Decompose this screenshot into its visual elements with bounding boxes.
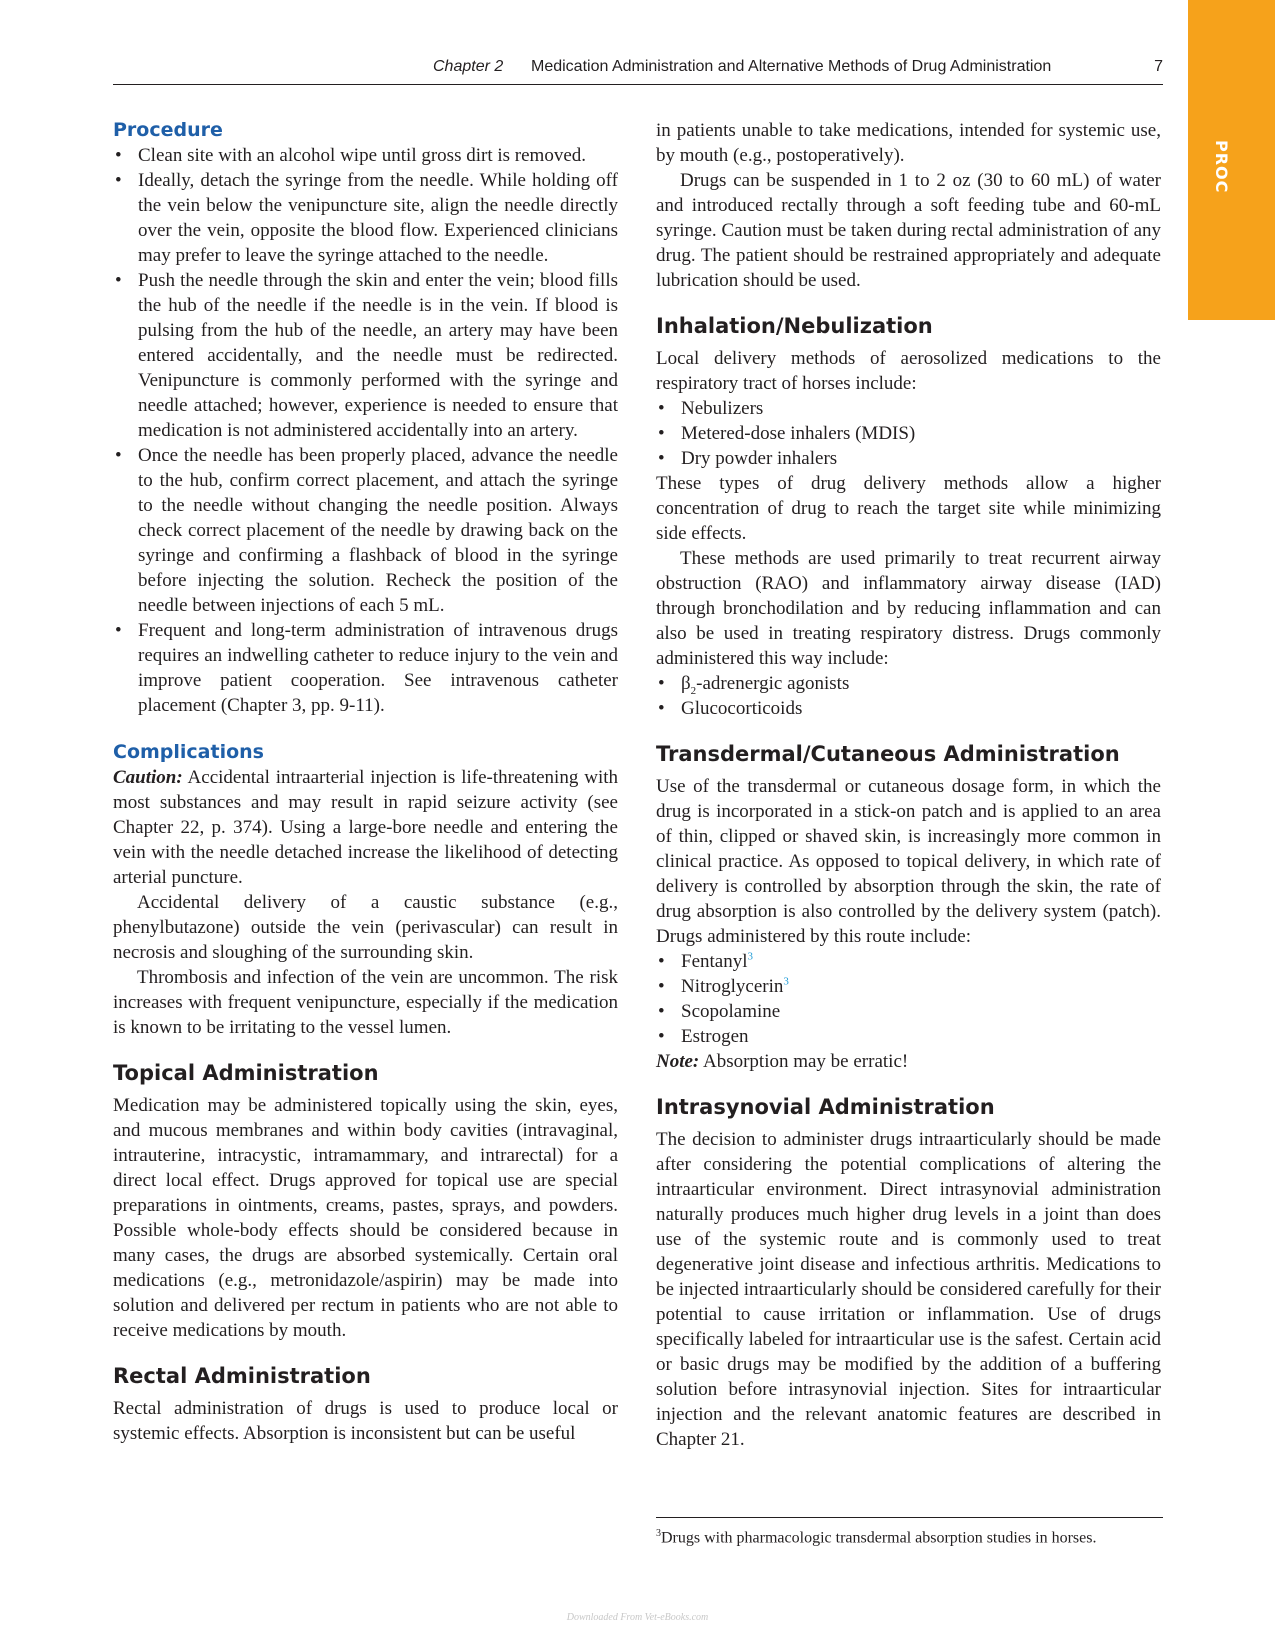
spacer — [113, 1040, 618, 1060]
note-label: Note: — [656, 1051, 700, 1072]
list-item-text: Nebulizers — [681, 398, 764, 419]
beta-symbol: β — [681, 673, 691, 694]
list-item — [656, 974, 1161, 999]
rectal-continuation: in patients unable to take medications, intended for systemic use, by mouth (e.g., postoperatively). — [656, 120, 1161, 166]
caution-text: Accidental intraarterial injection is life-threatening with most substances and may result in rapid seizure activity (see Chapter 22, p. 374). Using a large-bore needle and entering the vein with the needle detached increase the likelihood of detecting arterial puncture. — [113, 767, 618, 888]
list-item — [656, 1024, 1161, 1049]
list-item — [113, 143, 618, 168]
footnote — [656, 1524, 1096, 1548]
list-item-text: Nitroglycerin — [681, 976, 784, 997]
bullet-icon: • — [115, 170, 122, 191]
footnote-text: Drugs with pharmacologic transdermal absorption studies in horses. — [661, 1529, 1097, 1547]
rectal-paragraph: Rectal administration of drugs is used to produce local or systemic effects. Absorption is inconsistent but can be useful — [113, 1398, 618, 1444]
list-item-text: Clean site with an alcohol wipe until gross dirt is removed. — [138, 145, 587, 166]
list-item-text: Scopolamine — [681, 1001, 781, 1022]
list-item-text: Once the needle has been properly placed, advance the needle to the hub, confirm correct placement, and attach the syringe to the needle without changing the needle position. Always check correct placement of the needle by drawing back on the syringe and confirming a flashback of blood in the syringe before injecting the solution. Recheck the position of the needle between injections of each 5 mL. — [138, 445, 618, 616]
list-item — [113, 268, 618, 443]
bullet-icon: • — [115, 270, 122, 291]
transdermal-list — [656, 949, 1161, 1049]
section-side-tab — [1188, 0, 1275, 320]
note-text: Absorption may be erratic! — [699, 1051, 909, 1072]
running-header — [113, 56, 1163, 85]
list-item — [656, 671, 1161, 696]
bullet-icon: • — [115, 445, 122, 466]
inhalation-paragraph-2: These types of drug delivery methods allow a higher concentration of drug to reach the target site while minimizing side effects. — [656, 473, 1161, 544]
procedure-list — [113, 143, 618, 718]
list-item-text: Fentanyl — [681, 951, 748, 972]
footnote-ref[interactable]: 3 — [747, 950, 753, 963]
list-item — [113, 618, 618, 718]
inhalation-intro: Local delivery methods of aerosolized medications to the respiratory tract of horses include: — [656, 348, 1161, 394]
watermark: Downloaded From Vet-eBooks.com — [566, 1612, 709, 1623]
bullet-icon: • — [658, 448, 665, 469]
list-item-text: Ideally, detach the syringe from the needle. While holding off the vein below the venipuncture site, align the needle directly over the vein, opposite the blood flow. Experienced clinicians may prefer to leave the syringe attached to the needle. — [138, 170, 618, 266]
list-item-text: Push the needle through the skin and enter the vein; blood fills the hub of the needle if the needle is in the vein. If blood is pulsing from the hub of the needle, an artery may have been entered accidentally, and the needle must be redirected. Venipuncture is commonly performed with the syringe and needle attached; however, experience is needed to ensure that medication is not administered accidentally into an artery. — [138, 270, 618, 441]
list-item — [656, 949, 1161, 974]
header-chapter: Chapter 2 — [433, 58, 504, 75]
transdermal-heading: Transdermal/Cutaneous Administration — [656, 742, 1120, 766]
complications-heading: Complications — [113, 741, 264, 763]
spacer — [113, 1343, 618, 1363]
bullet-icon: • — [658, 976, 665, 997]
bullet-icon: • — [658, 698, 665, 719]
list-item — [113, 168, 618, 268]
beta-subscript: 2 — [690, 684, 697, 697]
inhalation-drug-list — [656, 671, 1161, 721]
side-tab-label: PROC — [1212, 140, 1231, 194]
list-item — [656, 446, 1161, 471]
bullet-icon: • — [658, 951, 665, 972]
bullet-icon: • — [658, 673, 665, 694]
list-item — [656, 396, 1161, 421]
inhalation-heading: Inhalation/Nebulization — [656, 314, 933, 338]
list-item-text: -adrenergic agonists — [696, 673, 850, 694]
list-item-text: Frequent and long-term administration of intravenous drugs requires an indwelling catheter to reduce injury to the vein and improve patient cooperation. See intravenous catheter placement (Chapter 3, pp. 9-11). — [138, 620, 618, 716]
caution-paragraph — [113, 765, 618, 890]
footnote-ref[interactable]: 3 — [783, 975, 789, 988]
bullet-icon: • — [658, 423, 665, 444]
intrasynovial-paragraph: The decision to administer drugs intraarticularly should be made after considering the potential complications of altering the intraarticular environment. Direct intrasynovial administration naturally produces much higher drug levels in a joint than does use of the systemic route and is commonly used to treat degenerative joint disease and infectious arthritis. Medications to be injected intraarticularly should be considered carefully for their potential to cause irritation or inflammation. Use of drugs specifically labeled for intraarticular use is the safest. Certain acid or basic drugs may be modified by the addition of a buffering solution before intrasynovial injection. Sites for intraarticular injection and the relevant anatomic features are described in Chapter 21. — [656, 1129, 1161, 1450]
list-item — [656, 999, 1161, 1024]
rectal-heading: Rectal Administration — [113, 1364, 371, 1388]
inhalation-list — [656, 396, 1161, 471]
left-column — [113, 118, 618, 1446]
bullet-icon: • — [115, 145, 122, 166]
list-item — [656, 421, 1161, 446]
bullet-icon: • — [115, 620, 122, 641]
spacer — [113, 718, 618, 740]
list-item-text: Metered-dose inhalers (MDIS) — [681, 423, 916, 444]
transdermal-paragraph: Use of the transdermal or cutaneous dosage form, in which the drug is incorporated in a stick-on patch and is applied to an area of thin, clipped or shaved skin, is increasingly more common in clinical practice. As opposed to topical delivery, in which rate of delivery is controlled by absorption through the skin, the rate of drug absorption is also controlled by the delivery system (patch). Drugs administered by this route include: — [656, 776, 1161, 947]
note-paragraph — [656, 1049, 1161, 1074]
list-item — [113, 443, 618, 618]
caution-label: Caution: — [113, 767, 183, 788]
bullet-icon: • — [658, 398, 665, 419]
spacer — [656, 293, 1161, 313]
page-number: 7 — [1154, 58, 1163, 75]
topical-paragraph: Medication may be administered topically using the skin, eyes, and mucous membranes and within body cavities (intravaginal, intrauterine, intracystic, intramammary, and intrarectal) for a direct local effect. Drugs approved for topical use are special preparations in ointments, creams, pastes, sprays, and powders. Possible whole-body effects should be considered because in many cases, the drugs are absorbed systemically. Certain oral medications (e.g., metronidazole/aspirin) may be made into solution and delivered per rectum in patients who are not able to receive medications by mouth. — [113, 1095, 618, 1341]
list-item-text: Dry powder inhalers — [681, 448, 838, 469]
list-item-text: Estrogen — [681, 1026, 749, 1047]
right-column — [656, 118, 1161, 1452]
spacer — [656, 1074, 1161, 1094]
intrasynovial-heading: Intrasynovial Administration — [656, 1095, 995, 1119]
footnote-marker: 3 — [656, 1528, 661, 1539]
footnote-divider — [656, 1517, 1163, 1518]
rectal-paragraph-2: Drugs can be suspended in 1 to 2 oz (30 to 60 mL) of water and introduced rectally through a soft feeding tube and 60-mL syringe. Caution must be taken during rectal administration of any drug. The patient should be restrained appropriately and adequate lubrication should be used. — [656, 170, 1161, 291]
inhalation-paragraph-3: These methods are used primarily to treat recurrent airway obstruction (RAO) and inflammatory airway disease (IAD) through bronchodilation and by reducing inflammation and can also be used in treating respiratory distress. Drugs commonly administered this way include: — [656, 548, 1161, 669]
bullet-icon: • — [658, 1001, 665, 1022]
bullet-icon: • — [658, 1026, 665, 1047]
complications-paragraph-3: Thrombosis and infection of the vein are uncommon. The risk increases with frequent venipuncture, especially if the medication is known to be irritating to the vessel lumen. — [113, 967, 618, 1038]
list-item-text: Glucocorticoids — [681, 698, 803, 719]
complications-paragraph-2: Accidental delivery of a caustic substance (e.g., phenylbutazone) outside the vein (perivascular) can result in necrosis and sloughing of the surrounding skin. — [113, 892, 618, 963]
header-title: Medication Administration and Alternative Methods of Drug Administration — [531, 58, 1052, 75]
spacer — [656, 721, 1161, 741]
topical-heading: Topical Administration — [113, 1061, 379, 1085]
procedure-heading: Procedure — [113, 119, 223, 141]
list-item — [656, 696, 1161, 721]
